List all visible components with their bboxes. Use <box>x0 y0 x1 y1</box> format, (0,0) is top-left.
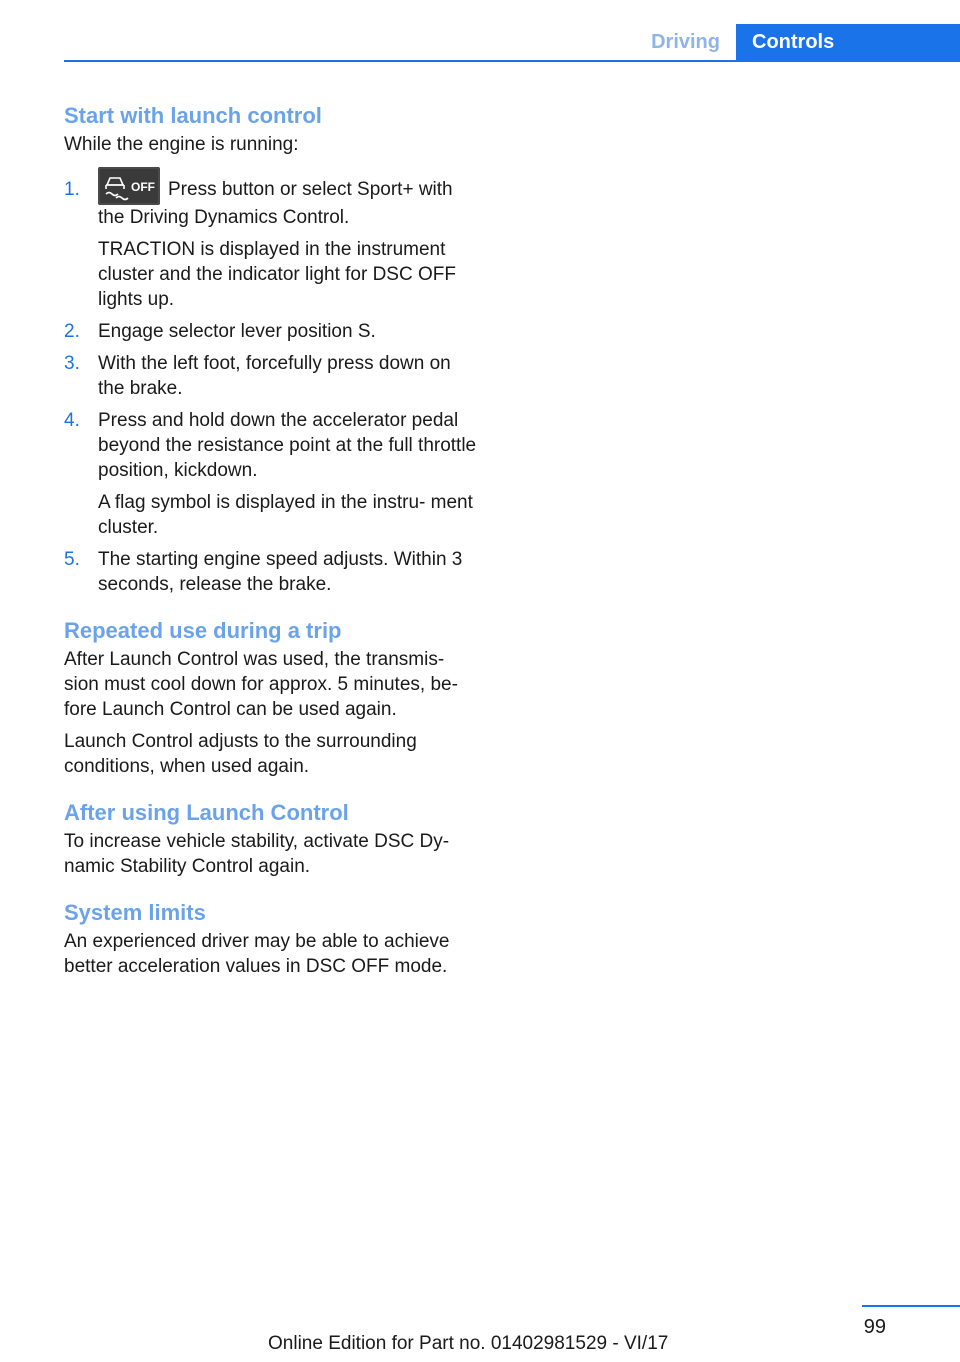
step-number: 3. <box>64 353 80 374</box>
header-rule <box>64 60 960 62</box>
footer-rule <box>862 1305 960 1307</box>
after-paragraph-1: To increase vehicle stability, activate DSC Dy‐ namic Stability Control again. <box>64 831 450 877</box>
step-text: With the left foot, forcefully press down on the brake. <box>98 353 451 399</box>
header-chapter: Driving <box>651 31 720 53</box>
step-text: The starting engine speed adjusts. Within 3 seconds, release the brake. <box>98 549 463 595</box>
limits-paragraph-1: An experienced driver may be able to achieve better acceleration values in DSC OFF mode. <box>64 931 450 977</box>
step-1-note: TRACTION is displayed in the instrument cluster and the indicator light for DSC OFF lights up. <box>98 239 456 310</box>
start-intro: While the engine is running: <box>64 134 299 155</box>
page-number: 99 <box>863 1316 886 1338</box>
step-2 <box>64 319 480 344</box>
step-5 <box>64 547 480 597</box>
step-number: 4. <box>64 410 80 431</box>
heading-start-launch-control: Start with launch control <box>64 103 322 128</box>
header-section-tab: Controls <box>736 24 960 60</box>
repeated-paragraph-1: After Launch Control was used, the transmis‐ sion must cool down for approx. 5 minutes, be‐ fore Launch Control can be used again. <box>64 649 458 720</box>
step-1 <box>64 177 480 312</box>
step-3 <box>64 351 480 401</box>
step-text <box>98 177 480 230</box>
heading-system-limits: System limits <box>64 900 206 925</box>
heading-repeated-use: Repeated use during a trip <box>64 618 342 643</box>
heading-after-launch-control: After using Launch Control <box>64 800 349 825</box>
repeated-paragraph-2: Launch Control adjusts to the surrounding conditions, when used again. <box>64 731 417 777</box>
step-4-note: A flag symbol is displayed in the instru‐ ment cluster. <box>98 492 473 538</box>
step-number: 2. <box>64 321 80 342</box>
footer-edition: Online Edition for Part no. 01402981529 - VI/17 <box>268 1333 669 1354</box>
step-number: 1. <box>64 179 80 200</box>
dsc-off-button-icon <box>98 167 160 205</box>
step-number: 5. <box>64 549 80 570</box>
step-text: Press and hold down the accelerator pedal beyond the resistance point at the full throttle position, kickdown. <box>98 410 477 481</box>
step-text: Engage selector lever position S. <box>98 321 376 342</box>
step-4 <box>64 408 480 540</box>
svg-text:OFF: OFF <box>131 180 155 194</box>
step-1-text: Press button or select Sport+ with the Driving Dynamics Control. <box>98 179 453 228</box>
main-content <box>64 100 480 986</box>
launch-steps-list <box>64 177 480 597</box>
